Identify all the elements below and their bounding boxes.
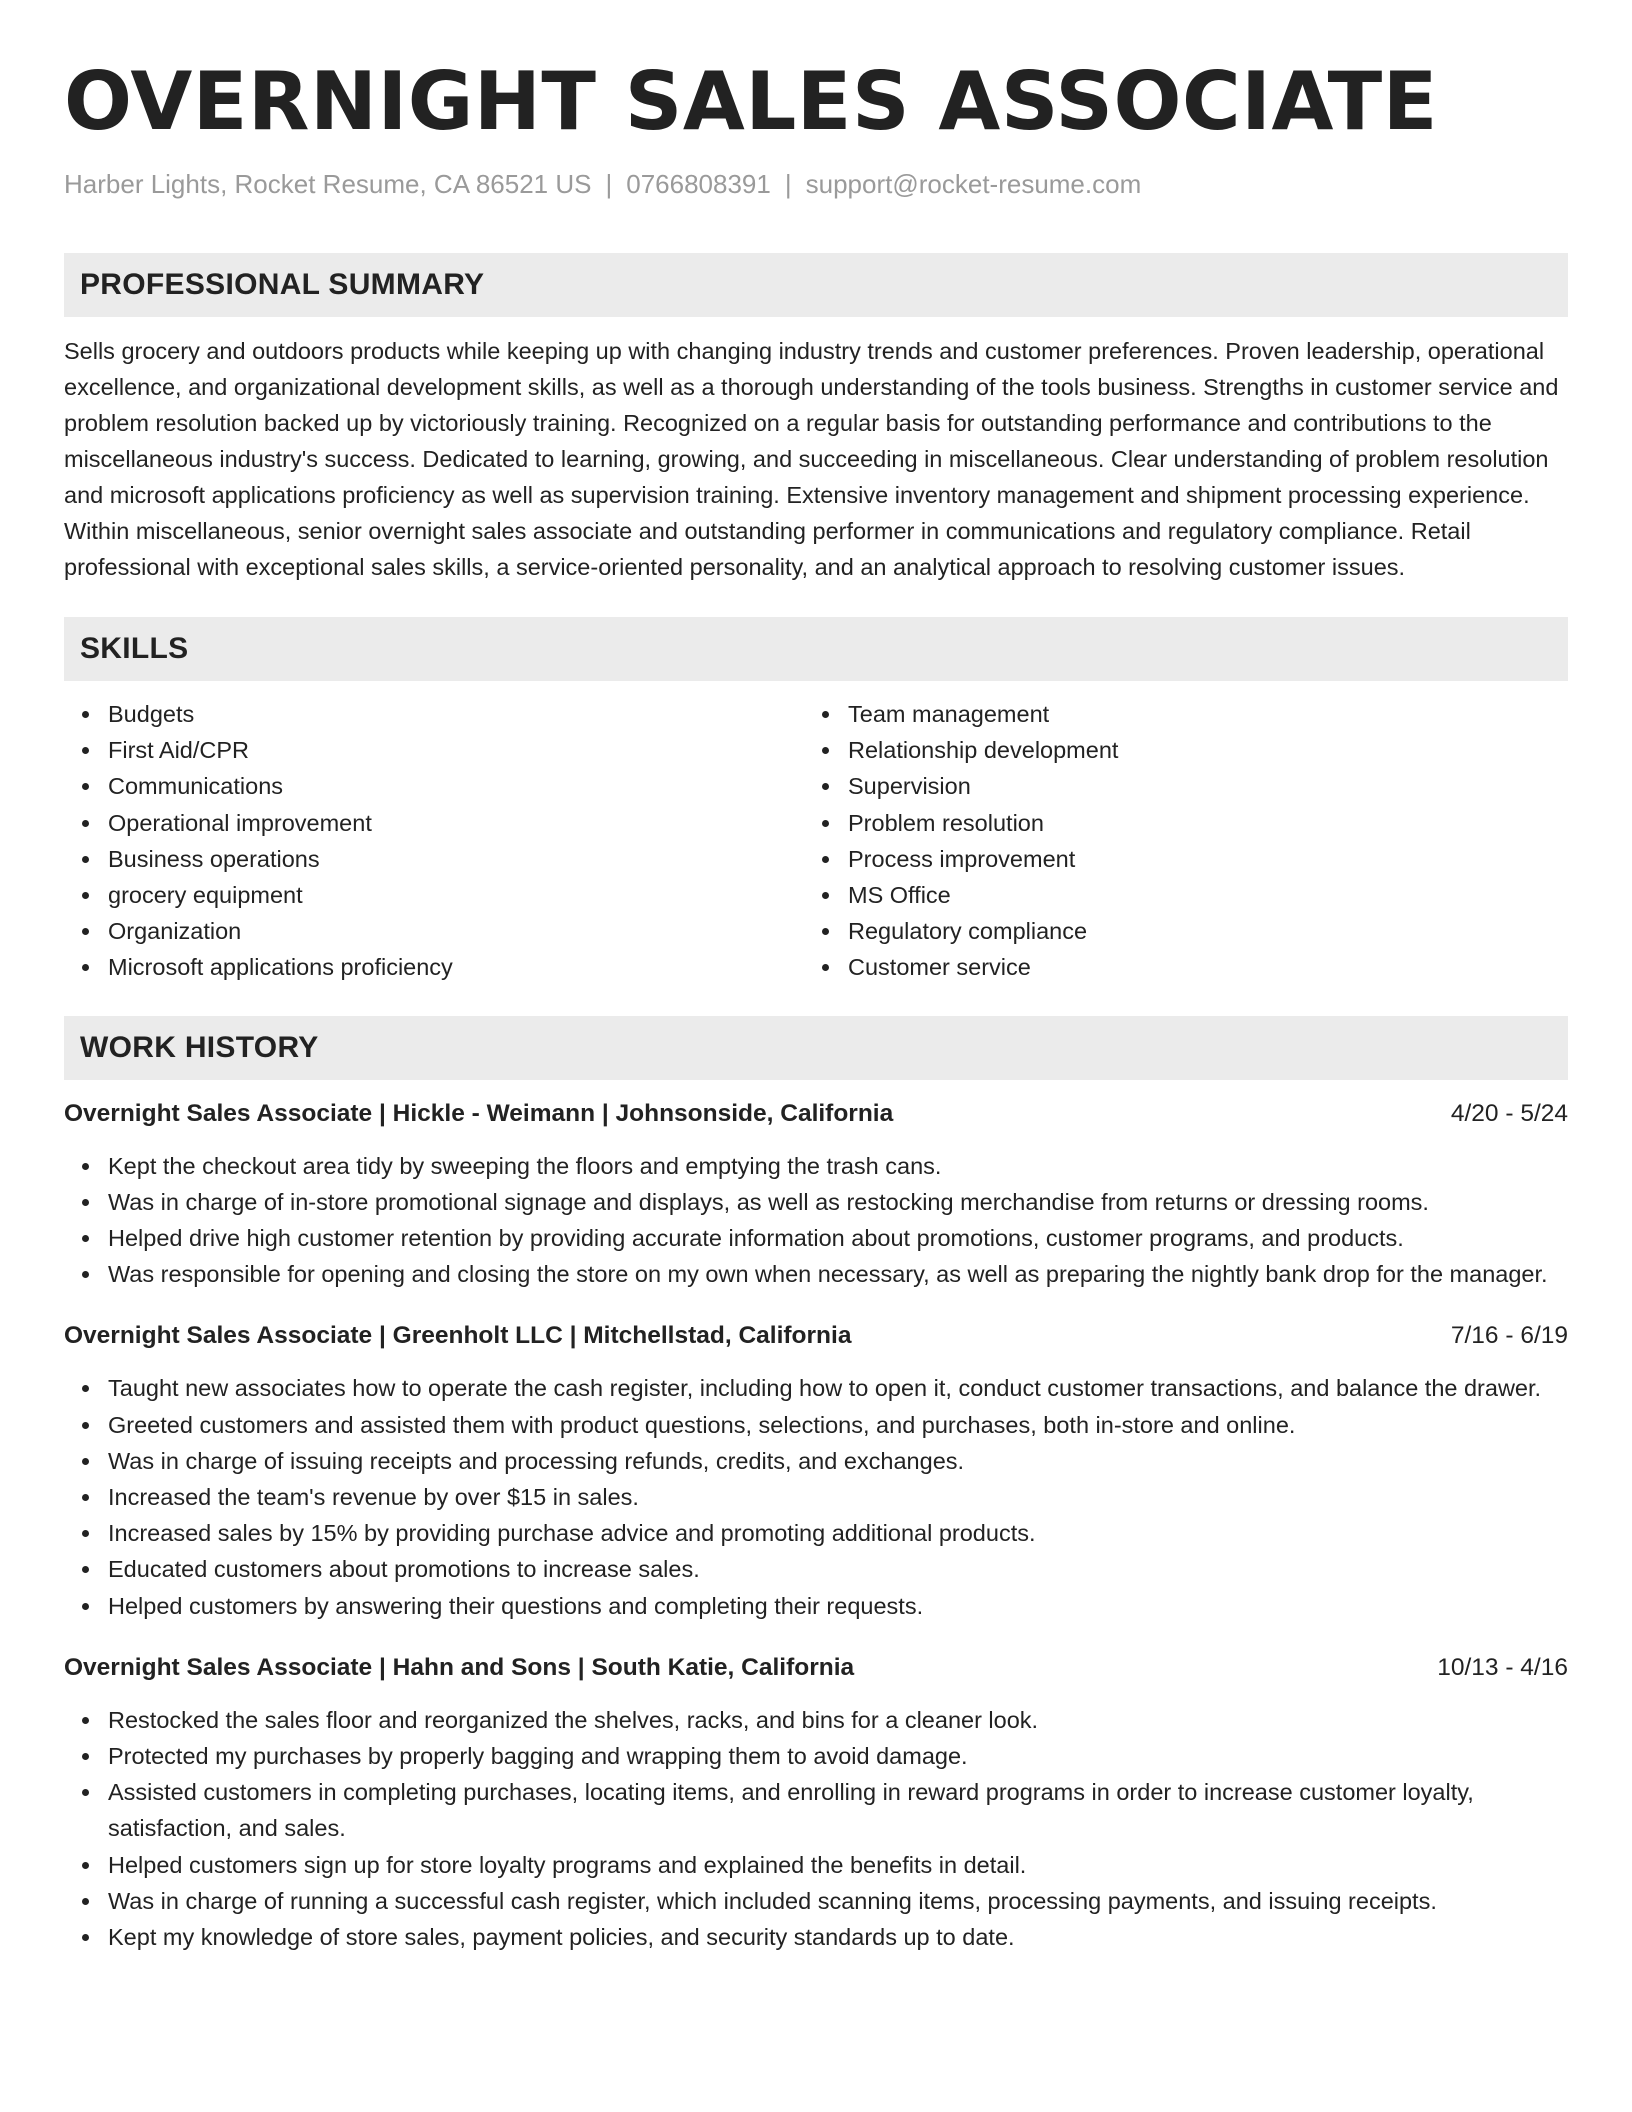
job-duty: Assisted customers in completing purchases, locating items, and enrolling in reward programs in order to increase customer loyalty, satisfaction, and sales. [108,1774,1568,1846]
skill-item: First Aid/CPR [108,732,806,768]
job-entry [64,1318,1568,1623]
job-duty: Increased the team's revenue by over $15 in sales. [108,1479,1568,1515]
section-heading-skills: SKILLS [64,617,1568,681]
job-duty: Restocked the sales floor and reorganized the shelves, racks, and bins for a cleaner look. [108,1702,1568,1738]
job-duties [64,1370,1568,1623]
skill-item: grocery equipment [108,877,806,913]
section-heading-work-history: WORK HISTORY [64,1016,1568,1080]
skills-column-right [806,696,1548,986]
skill-item: Problem resolution [848,805,1548,841]
skills-list [64,696,1568,986]
section-heading-summary: PROFESSIONAL SUMMARY [64,253,1568,317]
job-header [64,1650,1568,1686]
job-entry [64,1096,1568,1293]
job-duty: Kept my knowledge of store sales, payment policies, and security standards up to date. [108,1919,1568,1955]
skill-item: Customer service [848,949,1548,985]
skill-item: Supervision [848,768,1548,804]
skill-item: Organization [108,913,806,949]
job-duty: Protected my purchases by properly bagging and wrapping them to avoid damage. [108,1738,1568,1774]
summary-text: Sells grocery and outdoors products while keeping up with changing industry trends and customer preferences. Proven leadership, operational excellence, and organizational development skills, as well as a thorough understanding of the tools business. Strengths in customer service and problem resolution backed up by victoriously training. Recognized on a regular basis for outstanding performance and contributions to the miscellaneous industry's success. Dedicated to learning, growing, and succeeding in miscellaneous. Clear understanding of problem resolution and microsoft applications proficiency as well as supervision training. Extensive inventory management and shipment processing experience. Within miscellaneous, senior overnight sales associate and outstanding performer in communications and regulatory compliance. Retail professional with exceptional sales skills, a service-oriented personality, and an analytical approach to resolving customer issues. [64,338,1559,580]
job-duty: Kept the checkout area tidy by sweeping the floors and emptying the trash cans. [108,1148,1568,1184]
job-title: Overnight Sales Associate | Greenholt LLC | Mitchellstad, California [64,1322,852,1350]
skill-item: Communications [108,768,806,804]
skill-item: MS Office [848,877,1548,913]
skill-item: Business operations [108,841,806,877]
job-duty: Was responsible for opening and closing the store on my own when necessary, as well as preparing the nightly bank drop for the manager. [108,1256,1568,1292]
contact-line [64,166,1568,202]
contact-separator: | [605,169,613,199]
job-duty: Was in charge of running a successful cash register, which included scanning items, processing payments, and issuing receipts. [108,1883,1568,1919]
job-duty: Helped customers sign up for store loyalty programs and explained the benefits in detail. [108,1847,1568,1883]
resume-page [64,52,1568,1955]
skill-item: Budgets [108,696,806,732]
job-duties [64,1702,1568,1955]
job-header [64,1318,1568,1354]
job-dates: 7/16 - 6/19 [1450,1322,1568,1350]
job-dates: 4/20 - 5/24 [1450,1099,1568,1127]
skill-item: Regulatory compliance [848,913,1548,949]
candidate-name: OVERNIGHT SALES ASSOCIATE [64,55,1438,148]
job-duty: Helped customers by answering their questions and completing their requests. [108,1588,1568,1624]
job-duty: Educated customers about promotions to increase sales. [108,1551,1568,1587]
skill-item: Process improvement [848,841,1548,877]
job-duty: Helped drive high customer retention by providing accurate information about promotions, customer programs, and products. [108,1220,1568,1256]
job-title: Overnight Sales Associate | Hickle - Weimann | Johnsonside, California [64,1099,894,1127]
skills-column-left [64,696,806,986]
contact-email: support@rocket-resume.com [805,169,1142,199]
job-entry [64,1650,1568,1955]
job-header [64,1096,1568,1132]
job-duty: Greeted customers and assisted them with product questions, selections, and purchases, both in-store and online. [108,1407,1568,1443]
job-duty: Taught new associates how to operate the cash register, including how to open it, conduct customer transactions, and balance the drawer. [108,1370,1568,1406]
job-title: Overnight Sales Associate | Hahn and Sons | South Katie, California [64,1653,855,1681]
skill-item: Team management [848,696,1548,732]
contact-address: Harber Lights, Rocket Resume, CA 86521 US [64,169,592,199]
job-duty: Was in charge of in-store promotional signage and displays, as well as restocking merchandise from returns or dressing rooms. [108,1184,1568,1220]
job-dates: 10/13 - 4/16 [1437,1653,1568,1681]
job-duty: Was in charge of issuing receipts and processing refunds, credits, and exchanges. [108,1443,1568,1479]
skill-item: Operational improvement [108,805,806,841]
job-duties [64,1148,1568,1293]
job-duty: Increased sales by 15% by providing purchase advice and promoting additional products. [108,1515,1568,1551]
skill-item: Relationship development [848,732,1548,768]
skill-item: Microsoft applications proficiency [108,949,806,985]
contact-phone: 0766808391 [626,169,771,199]
contact-separator: | [784,169,792,199]
